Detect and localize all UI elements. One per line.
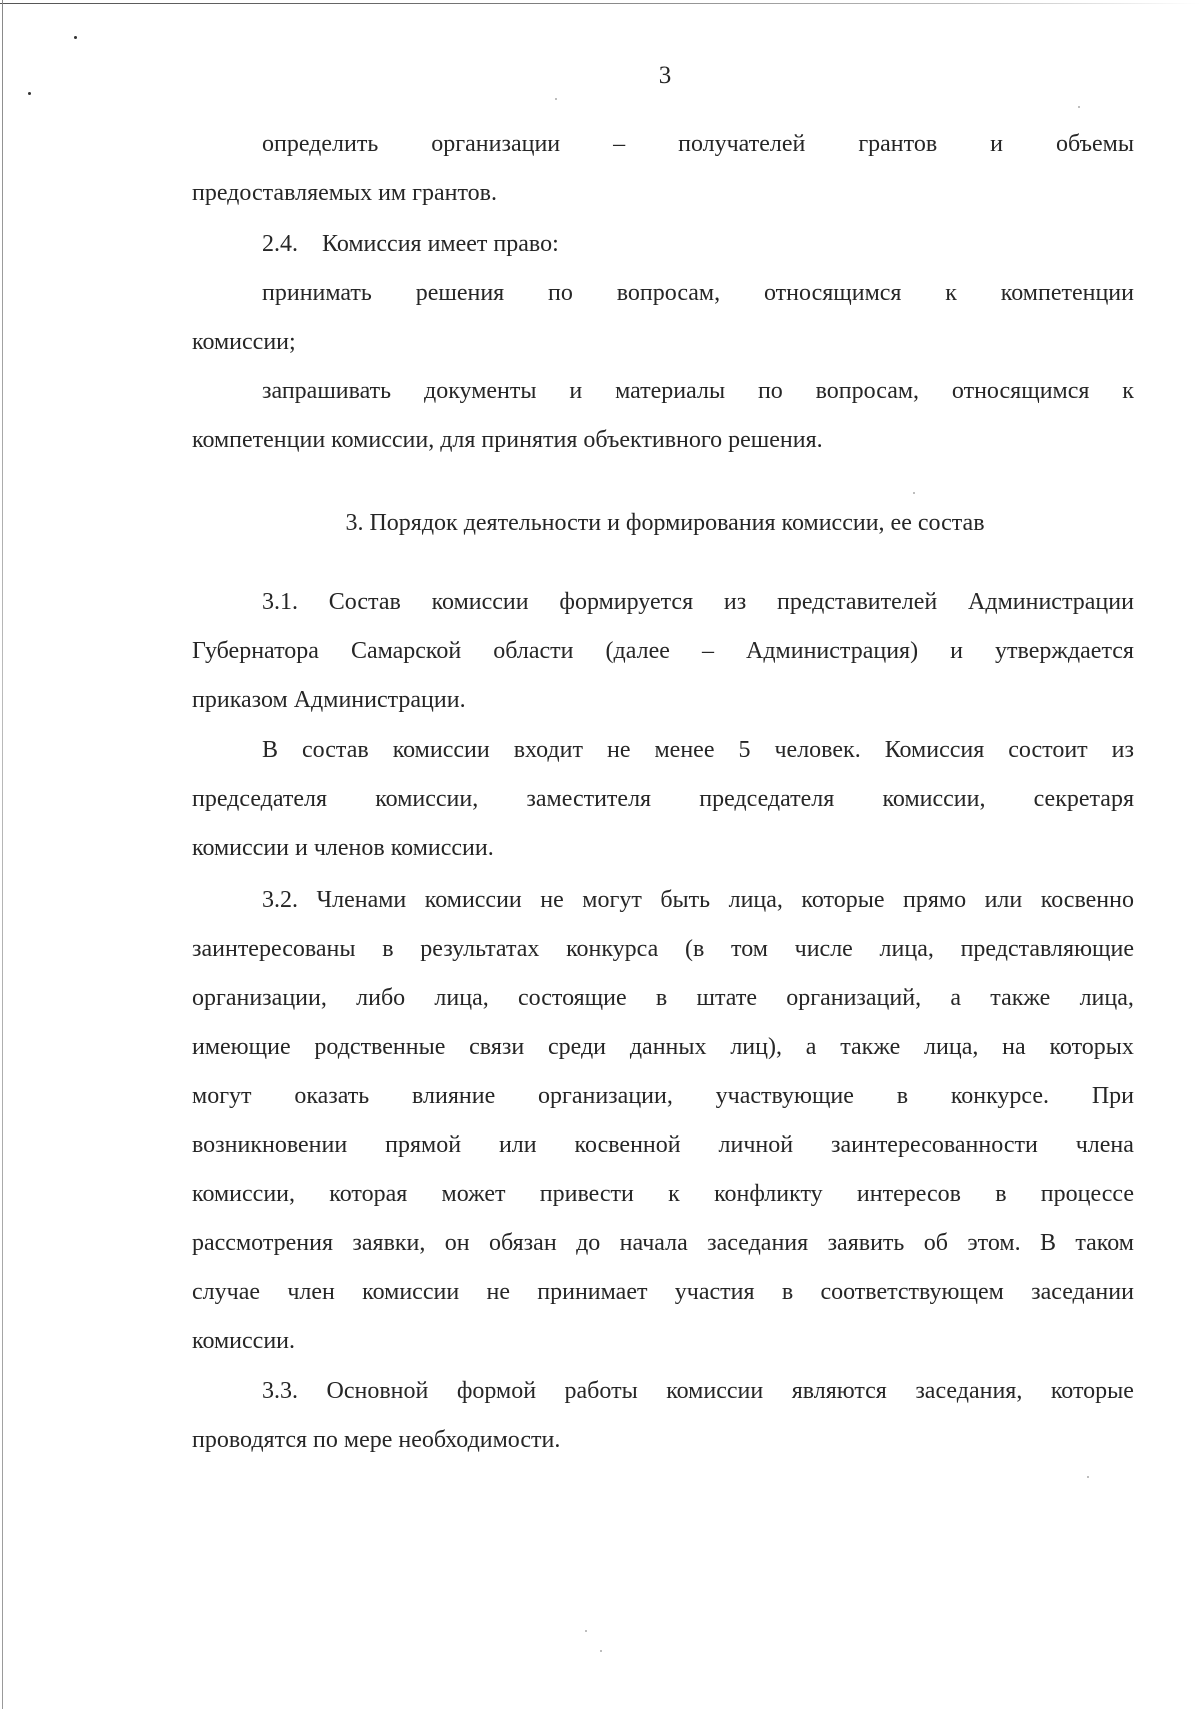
word: объемы [1055, 131, 1134, 157]
scan-speck [1078, 106, 1080, 108]
paragraph-make-decisions [192, 269, 1134, 367]
word: утверждается [995, 638, 1134, 664]
paragraph-line [192, 1219, 1134, 1268]
word: или [984, 887, 1023, 913]
word: конкурса [566, 936, 659, 962]
scan-speck [555, 98, 557, 100]
word: среди [547, 1034, 607, 1060]
word: интересов [856, 1181, 961, 1207]
paragraph-line [192, 269, 1134, 318]
word: вопросам, [616, 280, 721, 306]
word: решения [415, 280, 505, 306]
word: конкурсе. [950, 1083, 1050, 1109]
paragraph-line [192, 1121, 1134, 1170]
word: комиссии [666, 1378, 764, 1404]
paragraph-line [192, 1170, 1134, 1219]
clause-2-4-heading [192, 220, 1134, 269]
word: прямо [903, 887, 967, 913]
paragraph-line: 2.4. Комиссия имеет право: [262, 231, 559, 257]
word: косвенно [1040, 887, 1134, 913]
word: может [441, 1181, 506, 1207]
word: являются [791, 1378, 887, 1404]
word: числе [794, 936, 853, 962]
paragraph-grant-recipients [192, 120, 1134, 218]
word: 3.2. [262, 887, 298, 913]
word: не [606, 737, 631, 763]
word: начала [619, 1230, 688, 1256]
paragraph-line: приказом Администрации. [192, 687, 466, 713]
paragraph-line [192, 876, 1134, 925]
paragraph-line [192, 775, 1134, 824]
word: а [805, 1034, 817, 1060]
word: могут [582, 887, 642, 913]
paragraph-line [192, 367, 1134, 416]
word: в [382, 936, 394, 962]
paragraph-line [192, 925, 1134, 974]
word: организации, [192, 985, 327, 1011]
word: председателя [192, 786, 328, 812]
paragraph-line [192, 974, 1134, 1023]
word: по [548, 280, 573, 306]
word: вопросам, [815, 378, 920, 404]
word: рассмотрения [192, 1230, 333, 1256]
word: либо [356, 985, 406, 1011]
word: штате [696, 985, 757, 1011]
word: заместителя [526, 786, 652, 812]
word: данных [629, 1034, 707, 1060]
word: лица, [1079, 985, 1134, 1011]
word: (в [684, 936, 705, 962]
word: и [990, 131, 1003, 157]
word: Состав [328, 589, 401, 615]
paragraph-line: проводятся по мере необходимости. [192, 1427, 561, 1453]
scan-speck [600, 1650, 602, 1652]
word: связи [469, 1034, 525, 1060]
word: таком [1075, 1230, 1134, 1256]
word: заинтересованы [192, 936, 356, 962]
word: быть [660, 887, 711, 913]
word: в [896, 1083, 909, 1109]
word: на [1002, 1034, 1026, 1060]
word: компетенции [1000, 280, 1134, 306]
word: В [1039, 1230, 1056, 1256]
word: лица, [879, 936, 934, 962]
word: в [781, 1279, 794, 1305]
paragraph-line [192, 1023, 1134, 1072]
word: конфликту [714, 1181, 823, 1207]
word: принимать [262, 280, 372, 306]
word: которых [1049, 1034, 1134, 1060]
word: а [950, 985, 962, 1011]
word: комиссии, [192, 1181, 296, 1207]
word: менее [654, 737, 715, 763]
paragraph-line: компетенции комиссии, для принятия объективного решения. [192, 427, 823, 453]
paragraph-line [192, 1367, 1134, 1416]
word: член [287, 1279, 335, 1305]
word: комиссии, [882, 786, 986, 812]
word: – [613, 131, 626, 157]
scan-speck [1087, 1476, 1089, 1478]
word: не [540, 887, 564, 913]
word: грантов [858, 131, 938, 157]
word: также [990, 985, 1051, 1011]
scan-dot [74, 36, 77, 39]
word: организации [431, 131, 561, 157]
word: также [840, 1034, 901, 1060]
word: привести [539, 1181, 634, 1207]
word: из [723, 589, 747, 615]
clause-3-1 [192, 578, 1134, 725]
word: Самарской [350, 638, 462, 664]
word: соответствующем [820, 1279, 1004, 1305]
word: в [995, 1181, 1007, 1207]
word: Комиссия [884, 737, 985, 763]
word: Членами [316, 887, 407, 913]
word: лица, [924, 1034, 979, 1060]
word: человек. [774, 737, 861, 763]
word: относящимся [951, 378, 1090, 404]
paragraph-line: комиссии и членов комиссии. [192, 835, 494, 861]
word: и [569, 378, 583, 404]
clause-3-3 [192, 1367, 1134, 1465]
paragraph-line [192, 1268, 1134, 1317]
word: лиц), [730, 1034, 782, 1060]
word: косвенной [574, 1132, 681, 1158]
word: относящимся [763, 280, 902, 306]
word: комиссии [424, 887, 522, 913]
word: которые [1050, 1378, 1134, 1404]
paragraph-composition [192, 726, 1134, 873]
word: процессе [1040, 1181, 1134, 1207]
word: лица, [728, 887, 783, 913]
word: председателя [699, 786, 835, 812]
word: состоит [1008, 737, 1088, 763]
word: лица, [434, 985, 489, 1011]
scan-dot [28, 92, 31, 95]
word: результатах [420, 936, 540, 962]
word: родственные [314, 1034, 446, 1060]
word: он [444, 1230, 470, 1256]
word: не [486, 1279, 510, 1305]
paragraph-line: предоставляемых им грантов. [192, 180, 497, 206]
word: получателей [678, 131, 806, 157]
paragraph-line [192, 627, 1134, 676]
word: которая [329, 1181, 408, 1207]
word: том [731, 936, 768, 962]
word: до [576, 1230, 601, 1256]
word: об [923, 1230, 948, 1256]
word: материалы [615, 378, 726, 404]
word: участвующие [715, 1083, 854, 1109]
word: которые [801, 887, 885, 913]
word: могут [192, 1083, 252, 1109]
word: заседании [1031, 1279, 1134, 1305]
word: прямой [385, 1132, 462, 1158]
word: к [1122, 378, 1134, 404]
word: оказать [294, 1083, 370, 1109]
word: этом. [967, 1230, 1021, 1256]
word: комиссии [362, 1279, 460, 1305]
clause-3-2 [192, 876, 1134, 1366]
word: состав [302, 737, 369, 763]
word: входит [513, 737, 583, 763]
word: запрашивать [262, 378, 392, 404]
word: заинтересованности [831, 1132, 1038, 1158]
word: секретаря [1033, 786, 1134, 812]
word: члена [1075, 1132, 1134, 1158]
word: личной [718, 1132, 794, 1158]
scan-left-edge [2, 0, 3, 1709]
section-heading: 3. Порядок деятельности и формирования комиссии, ее состав [345, 510, 985, 536]
word: к [945, 280, 957, 306]
word: Администрации [968, 589, 1134, 615]
word: заседания [707, 1230, 809, 1256]
word: случае [192, 1279, 261, 1305]
word: комиссии, [375, 786, 479, 812]
word: или [498, 1132, 537, 1158]
word: принимает [537, 1279, 648, 1305]
scan-speck [585, 1630, 587, 1632]
word: документы [423, 378, 537, 404]
paragraph-line [192, 726, 1134, 775]
word: возникновении [192, 1132, 348, 1158]
word: влияние [412, 1083, 496, 1109]
word: Основной [326, 1378, 429, 1404]
word: по [757, 378, 783, 404]
paragraph-line [192, 120, 1134, 169]
paragraph-line [192, 578, 1134, 627]
word: в [655, 985, 668, 1011]
word: 3.3. [262, 1378, 298, 1404]
paragraph-line: комиссии; [192, 329, 296, 355]
word: определить [262, 131, 379, 157]
page-number: 3 [658, 62, 672, 89]
word: заседания, [915, 1378, 1023, 1404]
word: имеющие [192, 1034, 291, 1060]
word: формируется [559, 589, 694, 615]
paragraph-line [192, 1072, 1134, 1121]
word: представляющие [960, 936, 1134, 962]
word: участия [674, 1279, 755, 1305]
paragraph-request-documents [192, 367, 1134, 465]
word: состоящие [518, 985, 627, 1011]
paragraph-line: комиссии. [192, 1328, 296, 1354]
word: организации, [538, 1083, 673, 1109]
word: заявки, [352, 1230, 426, 1256]
word: заявить [827, 1230, 905, 1256]
word: обязан [489, 1230, 557, 1256]
word: формой [456, 1378, 537, 1404]
word: Губернатора [192, 638, 319, 664]
word: к [668, 1181, 680, 1207]
scan-speck [913, 492, 915, 494]
word: При [1091, 1083, 1134, 1109]
word: 3.1. [262, 589, 298, 615]
word: комиссии [392, 737, 490, 763]
word: из [1111, 737, 1134, 763]
word: представителей [777, 589, 938, 615]
word: 5 [738, 737, 751, 763]
word: организаций, [786, 985, 922, 1011]
word: комиссии [431, 589, 529, 615]
word: и [950, 638, 963, 664]
word: (далее [605, 638, 670, 664]
word: – [701, 638, 714, 664]
word: работы [564, 1378, 638, 1404]
word: В [262, 737, 279, 763]
scan-top-edge [0, 3, 1200, 4]
word: области [493, 638, 574, 664]
word: Администрация) [746, 638, 919, 664]
